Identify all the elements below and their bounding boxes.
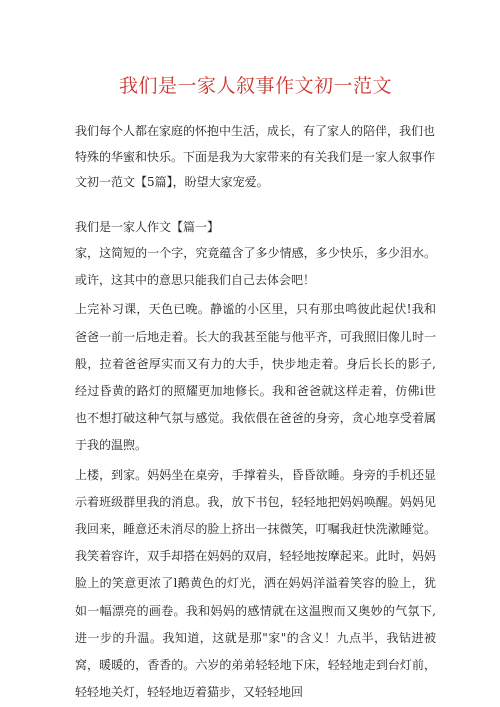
intro-paragraph: 我们每个人都在家庭的怀抱中生活，成长，有了家人的陪伴，我们也特殊的华蜜和快乐。下面是我为大家带来的有关我们是一家人叙事作文初一范文【5篇】，盼望大家宠爱。 xyxy=(75,124,436,189)
section-heading: 我们是一家人作文【篇一】 xyxy=(75,219,220,234)
body-paragraph-1: 家，这简短的一个字，究竟蕴含了多少情感，多少快乐，多少泪水。或许，这其中的意思只能我们自己去体会吧！ xyxy=(75,246,436,288)
body-paragraph-2: 上完补习课，天色已晚。静谧的小区里，只有那虫鸣彼此起伏!我和爸爸一前一后地走着。长大的我甚至能与他平齐，可我照旧像儿时一般，拉着爸爸厚实而又有力的大手，快步地走着。身后长长的影子,经过昏黄的路灯的照耀更加地修长。我和爸爸就这样走着，仿佛i世也不想打破这种气氛与感觉。我依偎在爸爸的身旁，贪心地享受着属于我的温煦。 xyxy=(75,302,436,453)
body-paragraph-3: 上楼，到家。妈妈坐在桌旁，手撑着头，昏昏欲睡。身旁的手机还显示着班级群里我的消息。我，放下书包，轻轻地把妈妈唤醒。妈妈见我回来，睡意还未消尽的脸上挤出一抹微笑，叮嘱我赶快洗漱睡觉。我笑着容许，双手却搭在妈妈的双肩，轻轻地按摩起来。此时，妈妈脸上的笑意更浓了l鹅黄色的灯光，洒在妈妈洋溢着笑容的脸上，犹如一幅漂亮的画卷。我和妈妈的感情就在这温煦而又奥妙的气氛下,进一步的升温。我知道，这就是那"家"的含义！九点半，我钻进被窝，暖暖的，香香的。六岁的弟弟轻轻地下床，轻轻地走到台灯前，轻轻地关灯，轻轻地迈着猫步，又轻轻地回 xyxy=(75,467,436,700)
document-title: 我们是一家人叙事作文初一范文 xyxy=(118,75,392,97)
